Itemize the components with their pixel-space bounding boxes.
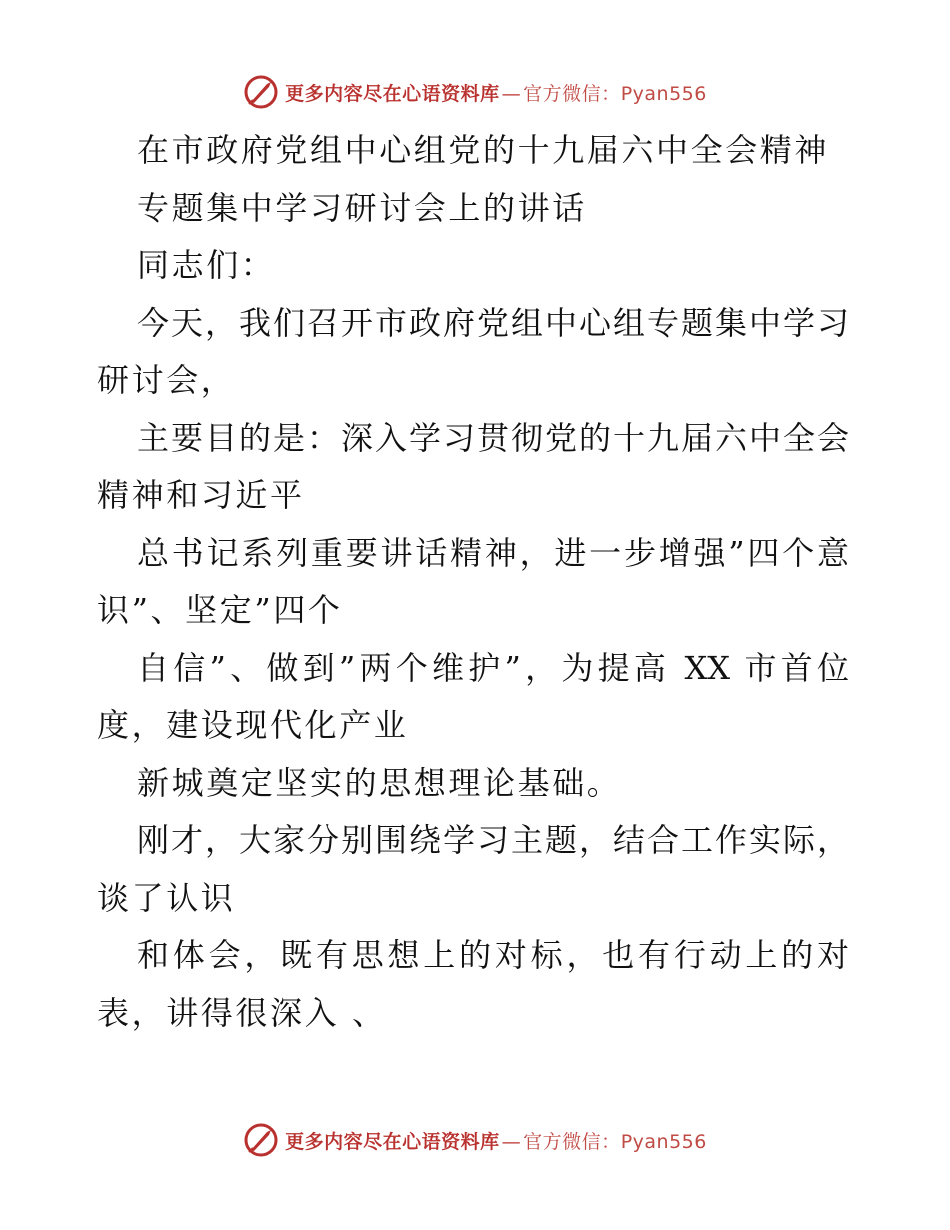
- paragraph-line: 度，建设现代化产业: [97, 706, 409, 744]
- paragraph-line: 刚才，大家分别围绕学习主题，结合工作实际，: [137, 821, 849, 859]
- watermark-text: [285, 79, 707, 106]
- paragraph-line: 总书记系列重要讲话精神，进一步增强”四个意: [137, 533, 849, 572]
- paragraph-line: 研讨会，: [97, 361, 236, 399]
- paragraph-line: 主要目的是：深入学习贯彻党的十九届六中全会: [137, 418, 849, 457]
- watermark-wechat-label: 官方微信：: [523, 1130, 621, 1153]
- paragraph-line: 精神和习近平: [97, 476, 305, 514]
- watermark-separator: —: [501, 1130, 522, 1153]
- watermark-wechat-id: Pyan556: [620, 82, 707, 105]
- paragraph-line: 识”、坚定”四个: [97, 591, 343, 629]
- header-watermark: [0, 70, 950, 114]
- document-title-line-1: 在市政府党组中心组党的十九届六中全会精神: [137, 131, 830, 169]
- paragraph-line: 新城奠定坚实的思想理论基础。: [137, 763, 622, 802]
- footer-watermark: [0, 1118, 950, 1162]
- salutation: 同志们：: [137, 246, 276, 284]
- quill-logo-icon: [243, 1122, 279, 1158]
- watermark-separator: —: [501, 82, 522, 105]
- watermark-library-name: 更多内容尽在心语资料库: [285, 82, 500, 105]
- watermark-wechat-id: Pyan556: [620, 1130, 707, 1153]
- paragraph-line: 谈了认识: [97, 878, 236, 917]
- quill-logo-icon: [243, 74, 279, 110]
- watermark-text: [285, 1127, 707, 1154]
- paragraph-line: 表，讲得很深入 、: [97, 993, 387, 1032]
- paragraph-line: 和体会，既有思想上的对标，也有行动上的对: [137, 936, 849, 974]
- watermark-library-name: 更多内容尽在心语资料库: [285, 1130, 500, 1153]
- paragraph-line: 自信”、做到”两个维护”，为提高 XX 市首位: [137, 648, 849, 687]
- paragraph-line: 今天，我们召开市政府党组中心组专题集中学习: [137, 303, 849, 342]
- document-body: [97, 122, 857, 1042]
- watermark-wechat-label: 官方微信：: [523, 82, 621, 105]
- document-title-line-2: 专题集中学习研讨会上的讲话: [137, 188, 587, 227]
